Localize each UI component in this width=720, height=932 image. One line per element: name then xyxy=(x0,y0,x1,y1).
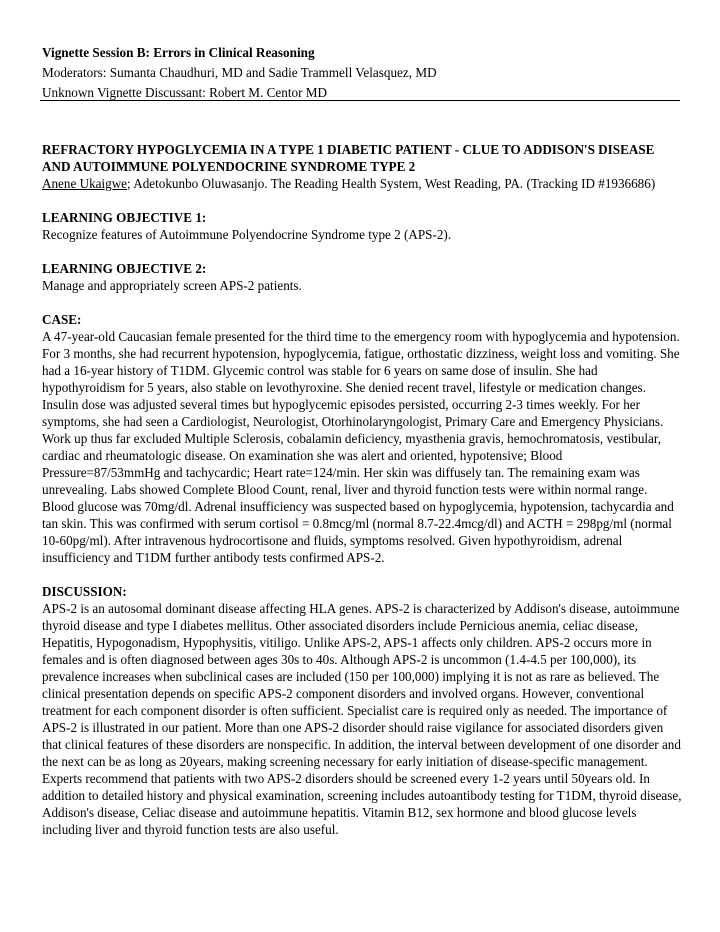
abstract-body xyxy=(42,141,682,838)
discussion-text: APS-2 is an autosomal dominant disease affecting HLA genes. APS-2 is characterized by Addison's disease, autoimmune thyroid disease and type I diabetes mellitus. Other associated disorders include Pernicious anemia, celiac disease, Hepatitis, Hypogonadism, Hypophysitis, vitiligo. Unlike APS-2, APS-1 affects only children. APS-2 occurs more in females and is often diagnosed between ages 30s to 40s. Although APS-2 is uncommon (1.4-4.5 per 100,000), its prevalence increases when subclinical cases are included (150 per 100,000) implying it is not as rare as believed. The clinical presentation depends on specific APS-2 component disorders and involved organs. However, conventional treatment for each component disorder is often sufficient. Specialist care is required only as needed. The importance of APS-2 is illustrated in our patient. More than one APS-2 disorder should raise vigilance for associated disorders given that clinical features of these disorders are nonspecific. In addition, the interval between development of one disorder and the next can be as long as 20years, making screening necessary for early initiation of disease-specific management. Experts recommend that patients with two APS-2 disorders should be screened every 1-2 years until 50years old. In addition to detailed history and physical examination, screening includes autoantibody testing for T1DM, thyroid disease, Addison's disease, Celiac disease and autoimmune hepatitis. Vitamin B12, sex hormone and blood glucose levels including liver and thyroid function tests are also useful. xyxy=(42,601,682,837)
author-line xyxy=(42,175,682,192)
abstract-title: REFRACTORY HYPOGLYCEMIA IN A TYPE 1 DIABETIC PATIENT - CLUE TO ADDISON'S DISEASE AND AUTOIMMUNE POLYENDOCRINE SYNDROME TYPE 2 xyxy=(42,142,655,174)
session-header xyxy=(42,43,682,103)
objective1-heading: LEARNING OBJECTIVE 1: xyxy=(42,210,207,225)
coauthors-affiliation: ; Adetokunbo Oluwasanjo. The Reading Health System, West Reading, PA. (Tracking ID #1936686) xyxy=(127,176,656,191)
objective1-text: Recognize features of Autoimmune Polyendocrine Syndrome type 2 (APS-2). xyxy=(42,227,452,242)
objective2-heading: LEARNING OBJECTIVE 2: xyxy=(42,261,207,276)
case-heading: CASE: xyxy=(42,312,82,327)
moderators-line: Moderators: Sumanta Chaudhuri, MD and Sadie Trammell Velasquez, MD xyxy=(42,65,437,80)
discussion-heading: DISCUSSION: xyxy=(42,584,127,599)
objective2-text: Manage and appropriately screen APS-2 patients. xyxy=(42,278,302,293)
header-divider xyxy=(40,100,680,101)
discussant-line: Unknown Vignette Discussant: Robert M. Centor MD xyxy=(42,85,328,100)
case-text: A 47-year-old Caucasian female presented for the third time to the emergency room with hypoglycemia and hypotension. For 3 months, she had recurrent hypotension, hypoglycemia, fatigue, orthostatic dizziness, weight loss and vomiting. She had a 16-year history of T1DM. Glycemic control was stable for 6 years on same dose of insulin. She had hypothyroidism for 5 years, also stable on levothyroxine. She denied recent travel, lifestyle or medication changes. Insulin dose was adjusted several times but hypoglycemic episodes persisted, occurring 2-3 times weekly. For her symptoms, she had seen a Cardiologist, Neurologist, Otorhinolaryngologist, Primary Care and Emergency Physicians. Work up thus far excluded Multiple Sclerosis, cobalamin deficiency, myasthenia gravis, hemochromatosis, vestibular, cardiac and rheumatologic disease. On examination she was alert and oriented, hypotensive; Blood Pressure=87/53mmHg and tachycardic; Heart rate=124/min. Her skin was diffusely tan. The remaining exam was unrevealing. Labs showed Complete Blood Count, renal, liver and thyroid function tests were within normal range. Blood glucose was 70mg/dl. Adrenal insufficiency was suspected based on hypoglycemia, hypotension, tachycardia and tan skin. This was confirmed with serum cortisol = 0.8mcg/ml (normal 8.7-22.4mcg/dl) and ACTH = 298pg/ml (normal 10-60pg/ml). After intravenous hydrocortisone and fluids, symptoms resolved. Given hypothyroidism, adrenal insufficiency and T1DM further antibody tests confirmed APS-2. xyxy=(42,329,680,565)
session-title: Vignette Session B: Errors in Clinical Reasoning xyxy=(42,45,315,60)
presenting-author: Anene Ukaigwe xyxy=(42,176,128,191)
